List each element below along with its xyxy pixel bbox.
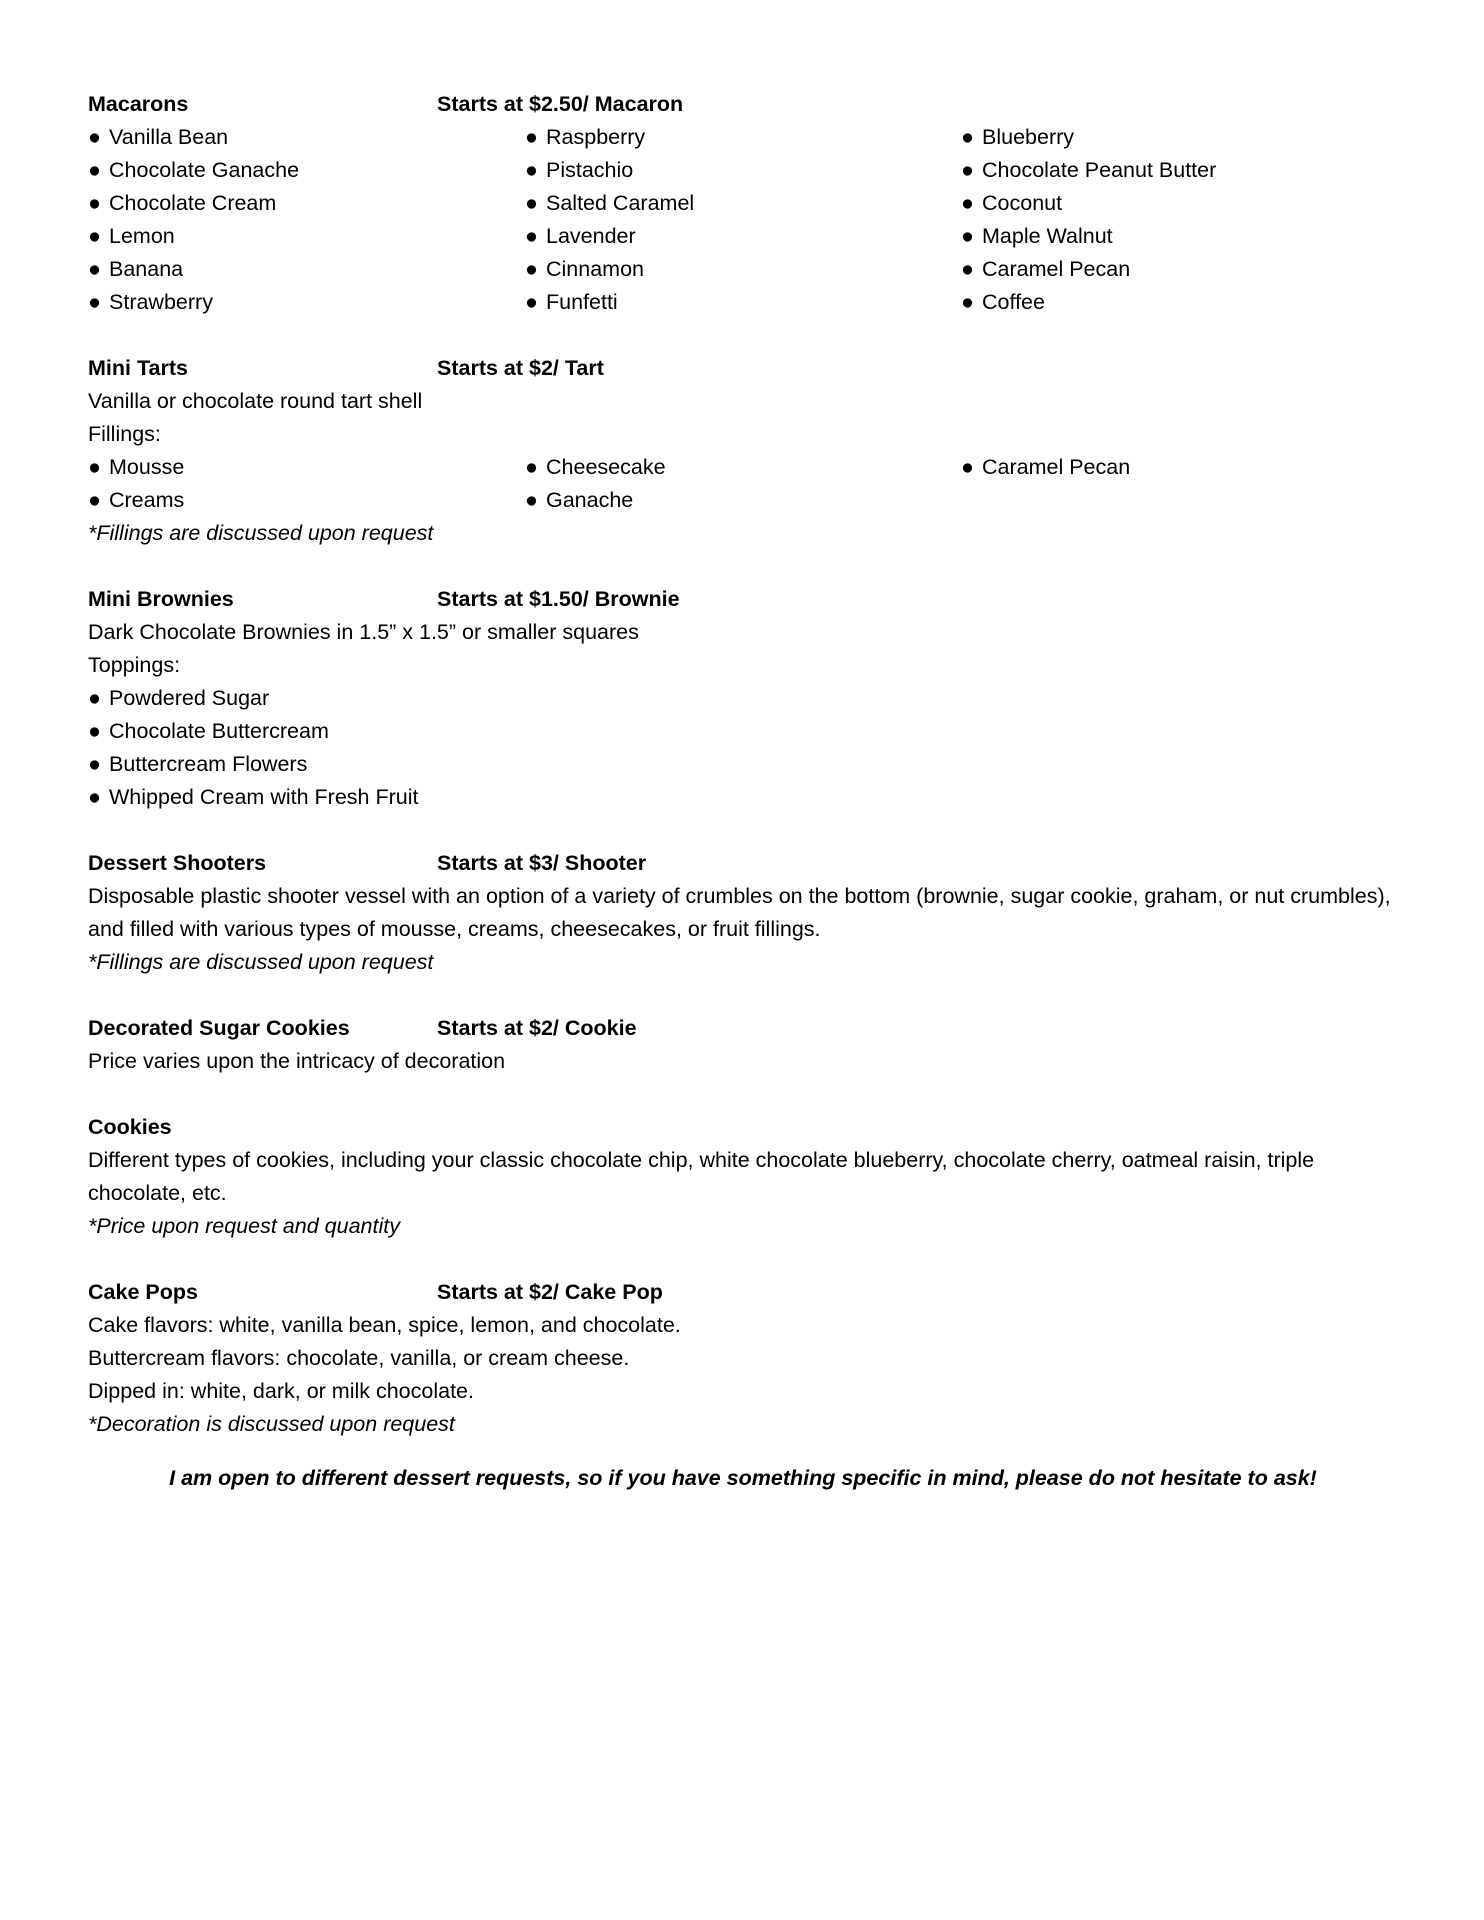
section-header: [88, 352, 1408, 385]
list-item: [525, 187, 961, 220]
list-item-label: Whipped Cream with Fresh Fruit: [109, 785, 419, 809]
section-mini-brownies: [88, 583, 1408, 814]
filling-column: [88, 451, 525, 517]
list-item-label: Lemon: [109, 224, 175, 248]
list-item-label: Powdered Sugar: [109, 686, 270, 710]
buttercream-flavors-line: Buttercream flavors: chocolate, vanilla, or cream cheese.: [88, 1346, 630, 1370]
list-item-label: Blueberry: [982, 125, 1075, 149]
toppings-list: [88, 682, 1408, 814]
list-item: [88, 451, 525, 484]
list-item-label: Caramel Pecan: [982, 257, 1131, 281]
bullet-dot: ●: [525, 224, 538, 248]
section-header: [88, 1111, 1408, 1144]
list-item: [88, 748, 1408, 781]
bullet-dot: ●: [961, 257, 974, 281]
item-note: *Decoration is discussed upon request: [88, 1412, 455, 1436]
list-item: [525, 484, 961, 517]
list-item: [88, 682, 1408, 715]
toppings-label: Toppings:: [88, 653, 181, 677]
list-item-label: Lavender: [546, 224, 636, 248]
list-item: [525, 220, 961, 253]
closing-message: I am open to different dessert requests, so if you have something specific in mind, please do not hesitate to ask!: [169, 1466, 1317, 1490]
item-description: Vanilla or chocolate round tart shell: [88, 389, 423, 413]
item-note: *Fillings are discussed upon request: [88, 950, 434, 974]
bullet-dot: ●: [88, 752, 101, 776]
bullet-dot: ●: [88, 224, 101, 248]
list-item-label: Vanilla Bean: [109, 125, 229, 149]
list-item-label: Funfetti: [546, 290, 618, 314]
item-price: Starts at $3/ Shooter: [437, 851, 647, 875]
section-dessert-shooters: [88, 847, 1408, 979]
bullet-dot: ●: [961, 158, 974, 182]
bullet-dot: ●: [525, 455, 538, 479]
list-item: [961, 253, 1401, 286]
bullet-dot: ●: [88, 257, 101, 281]
list-item-label: Salted Caramel: [546, 191, 695, 215]
item-description: Different types of cookies, including your classic chocolate chip, white chocolate blueberry, chocolate cherry, oatmeal raisin, triple chocolate, etc.: [88, 1148, 1315, 1205]
bullet-dot: ●: [961, 125, 974, 149]
section-cookies: [88, 1111, 1408, 1243]
item-name: Cookies: [88, 1115, 172, 1139]
list-item: [525, 451, 961, 484]
list-item-label: Cheesecake: [546, 455, 666, 479]
item-price: Starts at $2/ Cookie: [437, 1016, 637, 1040]
bullet-dot: ●: [88, 686, 101, 710]
list-item: [88, 253, 525, 286]
list-item-label: Chocolate Buttercream: [109, 719, 329, 743]
item-name: Dessert Shooters: [88, 851, 267, 875]
item-name: Mini Brownies: [88, 587, 234, 611]
list-item: [961, 121, 1401, 154]
section-header: [88, 847, 1408, 880]
bullet-dot: ●: [961, 224, 974, 248]
list-item-label: Buttercream Flowers: [109, 752, 308, 776]
bullet-dot: ●: [525, 125, 538, 149]
list-item-label: Mousse: [109, 455, 185, 479]
bullet-dot: ●: [525, 257, 538, 281]
list-item-label: Chocolate Cream: [109, 191, 277, 215]
bullet-dot: ●: [88, 158, 101, 182]
bullet-dot: ●: [525, 191, 538, 215]
bullet-dot: ●: [88, 719, 101, 743]
flavor-column: [88, 121, 525, 319]
item-description: Price varies upon the intricacy of decoration: [88, 1049, 506, 1073]
bullet-dot: ●: [88, 125, 101, 149]
bullet-dot: ●: [961, 290, 974, 314]
list-item: [961, 187, 1401, 220]
list-item-label: Chocolate Ganache: [109, 158, 300, 182]
flavor-columns: [88, 121, 1408, 319]
list-item: [88, 484, 525, 517]
menu-page: [88, 88, 1408, 1474]
list-item: [88, 286, 525, 319]
item-description: Disposable plastic shooter vessel with an option of a variety of crumbles on the bottom (brownie, sugar cookie, graham, or nut crumbles), and filled with various types of mousse, creams, cheesecakes, or fruit fillings.: [88, 884, 1391, 941]
bullet-dot: ●: [961, 455, 974, 479]
list-item: [525, 253, 961, 286]
bullet-dot: ●: [525, 290, 538, 314]
section-macarons: [88, 88, 1408, 319]
list-item-label: Banana: [109, 257, 184, 281]
flavor-column: [525, 121, 961, 319]
dipped-in-line: Dipped in: white, dark, or milk chocolate.: [88, 1379, 474, 1403]
section-header: [88, 1276, 1408, 1309]
bullet-dot: ●: [88, 191, 101, 215]
list-item: [961, 286, 1401, 319]
item-note: *Fillings are discussed upon request: [88, 521, 434, 545]
item-description: Dark Chocolate Brownies in 1.5” x 1.5” or smaller squares: [88, 620, 639, 644]
item-price: Starts at $1.50/ Brownie: [437, 587, 680, 611]
list-item-label: Chocolate Peanut Butter: [982, 158, 1217, 182]
bullet-dot: ●: [525, 488, 538, 512]
section-mini-tarts: [88, 352, 1408, 550]
item-name: Macarons: [88, 92, 189, 116]
list-item: [88, 715, 1408, 748]
bullet-dot: ●: [88, 455, 101, 479]
list-item-label: Ganache: [546, 488, 634, 512]
list-item-label: Pistachio: [546, 158, 634, 182]
bullet-dot: ●: [88, 785, 101, 809]
section-decorated-sugar-cookies: [88, 1012, 1408, 1078]
bullet-dot: ●: [525, 158, 538, 182]
list-item-label: Coconut: [982, 191, 1063, 215]
list-item: [88, 220, 525, 253]
item-name: Mini Tarts: [88, 356, 188, 380]
list-item: [525, 286, 961, 319]
list-item: [88, 121, 525, 154]
list-item-label: Maple Walnut: [982, 224, 1113, 248]
list-item: [525, 121, 961, 154]
list-item: [88, 781, 1408, 814]
filling-column: [525, 451, 961, 517]
item-price: Starts at $2/ Tart: [437, 356, 604, 380]
cake-flavors-line: Cake flavors: white, vanilla bean, spice, lemon, and chocolate.: [88, 1313, 681, 1337]
list-item: [525, 154, 961, 187]
flavor-column: [961, 121, 1401, 319]
list-item: [961, 154, 1401, 187]
list-item-label: Coffee: [982, 290, 1045, 314]
list-item-label: Caramel Pecan: [982, 455, 1131, 479]
section-header: [88, 88, 1408, 121]
item-name: Cake Pops: [88, 1280, 198, 1304]
filling-column: [961, 451, 1401, 517]
filling-columns: [88, 451, 1408, 517]
item-note: *Price upon request and quantity: [88, 1214, 400, 1238]
list-item-label: Creams: [109, 488, 185, 512]
item-price: Starts at $2.50/ Macaron: [437, 92, 684, 116]
item-price: Starts at $2/ Cake Pop: [437, 1280, 663, 1304]
list-item-label: Raspberry: [546, 125, 646, 149]
list-item-label: Cinnamon: [546, 257, 644, 281]
section-cake-pops: [88, 1276, 1408, 1441]
list-item: [961, 451, 1401, 484]
list-item-label: Strawberry: [109, 290, 213, 314]
bullet-dot: ●: [961, 191, 974, 215]
list-item: [961, 220, 1401, 253]
bullet-dot: ●: [88, 488, 101, 512]
list-item: [88, 187, 525, 220]
list-item: [88, 154, 525, 187]
section-header: [88, 1012, 1408, 1045]
bullet-dot: ●: [88, 290, 101, 314]
section-header: [88, 583, 1408, 616]
item-name: Decorated Sugar Cookies: [88, 1016, 350, 1040]
fillings-label: Fillings:: [88, 422, 161, 446]
